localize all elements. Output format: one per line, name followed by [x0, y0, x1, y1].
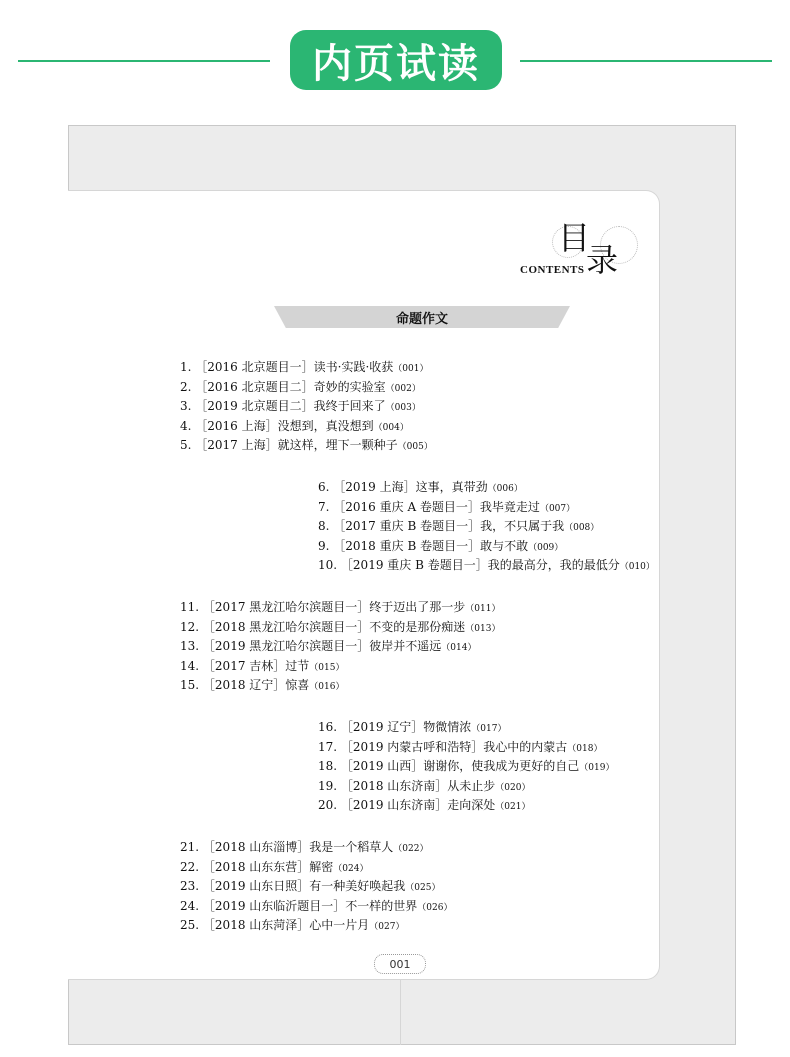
toc-entry-title: ［2019 黑龙江哈尔滨题目一］彼岸并不遥远 — [202, 639, 442, 653]
toc-entry[interactable] — [180, 436, 433, 456]
toc-entry[interactable] — [318, 796, 530, 816]
toc-entry-number: 23. — [180, 879, 200, 893]
toc-entry-title: ［2016 北京题目一］读书·实践·收获 — [195, 360, 394, 374]
toc-entry-page: （021） — [495, 802, 531, 812]
toc-entry[interactable] — [180, 838, 428, 858]
toc-entry-number: 17. — [318, 739, 338, 754]
toc-entry-page: （025） — [405, 883, 441, 893]
toc-entry-number: 19. — [318, 778, 338, 793]
toc-entry-page: （014） — [441, 643, 477, 653]
toc-entry[interactable] — [180, 676, 344, 696]
toc-entry-title: ［2018 山东济南］从未止步 — [340, 778, 496, 793]
toc-entry-title: ［2016 重庆 A 卷题目一］我毕竟走过 — [333, 499, 540, 514]
page-number: 001 — [374, 954, 426, 974]
toc-entry[interactable] — [180, 618, 500, 638]
toc-entry[interactable] — [180, 657, 344, 677]
toc-entry-title: ［2019 上海］这事，真带劲 — [333, 480, 488, 494]
toc-entry[interactable] — [180, 598, 500, 618]
toc-entry-title: ［2019 重庆 B 卷题目一］我的最高分，我的最低分 — [340, 558, 620, 572]
toc-entry-number: 24. — [180, 898, 200, 913]
contents-title-en: CONTENTS — [520, 264, 585, 276]
contents-title-char-1: 目 — [558, 219, 591, 257]
toc-entry-page: （018） — [567, 743, 603, 754]
toc-entry-number: 18. — [318, 759, 338, 773]
toc-entry-title: ［2019 辽宁］物微情浓 — [340, 720, 472, 734]
toc-entry-page: （024） — [333, 863, 369, 874]
toc-entry[interactable] — [180, 397, 421, 417]
toc-entry-title: ［2018 黑龙江哈尔滨题目一］不变的是那份痴迷 — [202, 619, 466, 634]
toc-entry-number: 1. — [180, 360, 192, 374]
toc-entry-number: 12. — [180, 619, 200, 634]
toc-entry-title: ［2019 山东日照］有一种美好唤起我 — [202, 879, 406, 893]
toc-entry[interactable] — [180, 877, 440, 897]
toc-entry-number: 21. — [180, 840, 200, 854]
toc-entry-number: 5. — [180, 438, 192, 452]
toc-entry[interactable] — [318, 738, 602, 758]
toc-entry[interactable] — [180, 916, 404, 936]
toc-entry-title: ［2017 上海］就这样，埋下一颗种子 — [195, 438, 398, 452]
toc-entry[interactable] — [180, 358, 428, 378]
toc-entry-number: 15. — [180, 678, 200, 692]
toc-entry-page: （007） — [539, 503, 576, 514]
toc-entry[interactable] — [318, 757, 614, 777]
page-spine-line — [400, 980, 401, 1045]
header-line-right — [520, 60, 772, 62]
toc-entry-title: ［2018 辽宁］惊喜 — [202, 678, 310, 692]
toc-entry-number: 16. — [318, 720, 338, 734]
toc-entry-page: （009） — [528, 542, 564, 553]
toc-entry[interactable] — [318, 478, 523, 498]
toc-entry-title: ［2019 山东济南］走向深处 — [340, 798, 496, 812]
toc-entry-number: 6. — [318, 480, 330, 494]
toc-entry-number: 9. — [318, 538, 330, 553]
toc-entry-title: ［2019 山东临沂题目一］不一样的世界 — [202, 898, 418, 913]
toc-entry[interactable] — [180, 378, 421, 398]
section-title: 命题作文 — [395, 311, 448, 327]
toc-entry-number: 3. — [180, 399, 192, 413]
toc-entry[interactable] — [180, 417, 409, 437]
toc-entry-title: ［2017 黑龙江哈尔滨题目一］终于迈出了那一步 — [202, 600, 466, 614]
toc-entry-number: 2. — [180, 379, 192, 394]
toc-entry-page: （027） — [369, 922, 405, 932]
toc-entry-page: （016） — [309, 682, 345, 692]
toc-entry-number: 10. — [318, 558, 338, 572]
toc-entry-title: ［2017 重庆 B 卷题目一］我，不只属于我 — [333, 519, 565, 533]
toc-entry-page: （010） — [619, 562, 655, 572]
toc-entry-page: （002） — [385, 383, 421, 394]
toc-entry[interactable] — [318, 537, 563, 557]
toc-entry-title: ［2016 北京题目二］奇妙的实验室 — [195, 379, 386, 394]
toc-entry[interactable] — [318, 517, 599, 537]
toc-entry-title: ［2018 山东淄博］我是一个稻草人 — [202, 840, 394, 854]
toc-entry-number: 14. — [180, 658, 200, 673]
toc-entry-number: 13. — [180, 639, 200, 653]
header-banner — [290, 30, 502, 90]
toc-entry-title: ［2019 内蒙古呼和浩特］我心中的内蒙古 — [340, 739, 568, 754]
toc-entry-number: 20. — [318, 798, 338, 812]
toc-entry[interactable] — [180, 637, 476, 657]
toc-entry[interactable] — [180, 858, 368, 878]
toc-entry-number: 11. — [180, 600, 200, 614]
toc-entry-title: ［2018 山东菏泽］心中一片月 — [202, 918, 370, 932]
toc-entry-page: （022） — [393, 844, 429, 854]
header-line-left — [18, 60, 270, 62]
toc-entry-number: 4. — [180, 418, 192, 433]
toc-entry-number: 8. — [318, 519, 330, 533]
toc-entry-number: 22. — [180, 859, 200, 874]
toc-entry[interactable] — [318, 498, 575, 518]
toc-entry[interactable] — [318, 777, 530, 797]
toc-entry-page: （003） — [385, 403, 421, 413]
toc-entry-title: ［2019 山西］谢谢你，使我成为更好的自己 — [340, 759, 580, 773]
toc-entry-page: （020） — [495, 782, 531, 793]
toc-entry-page: （008） — [564, 523, 600, 533]
contents-title-char-2: 录 — [586, 241, 619, 279]
toc-entry-number: 7. — [318, 499, 330, 514]
toc-entry-number: 25. — [180, 918, 200, 932]
toc-entry[interactable] — [318, 556, 655, 576]
toc-entry-page: （006） — [487, 484, 523, 494]
toc-entry-page: （019） — [579, 763, 615, 773]
toc-entry-page: （011） — [465, 604, 501, 614]
toc-entry-title: ［2018 山东东营］解密 — [202, 859, 334, 874]
toc-entry-page: （017） — [471, 724, 507, 734]
header-title: 内页试读 — [312, 40, 480, 87]
toc-entry-page: （013） — [465, 623, 501, 634]
toc-entry[interactable] — [318, 718, 506, 738]
toc-entry-title: ［2016 上海］没想到，真没想到 — [195, 418, 374, 433]
toc-entry-page: （004） — [373, 422, 409, 433]
toc-entry-page: （005） — [397, 442, 433, 452]
toc-entry-title: ［2018 重庆 B 卷题目一］敢与不敢 — [333, 538, 529, 553]
toc-entry-page: （001） — [393, 364, 429, 374]
toc-entry-title: ［2017 吉林］过节 — [202, 658, 310, 673]
toc-entry-page: （026） — [417, 902, 453, 913]
toc-entry-title: ［2019 北京题目二］我终于回来了 — [195, 399, 386, 413]
toc-entry-page: （015） — [309, 662, 345, 673]
toc-entry[interactable] — [180, 897, 452, 917]
